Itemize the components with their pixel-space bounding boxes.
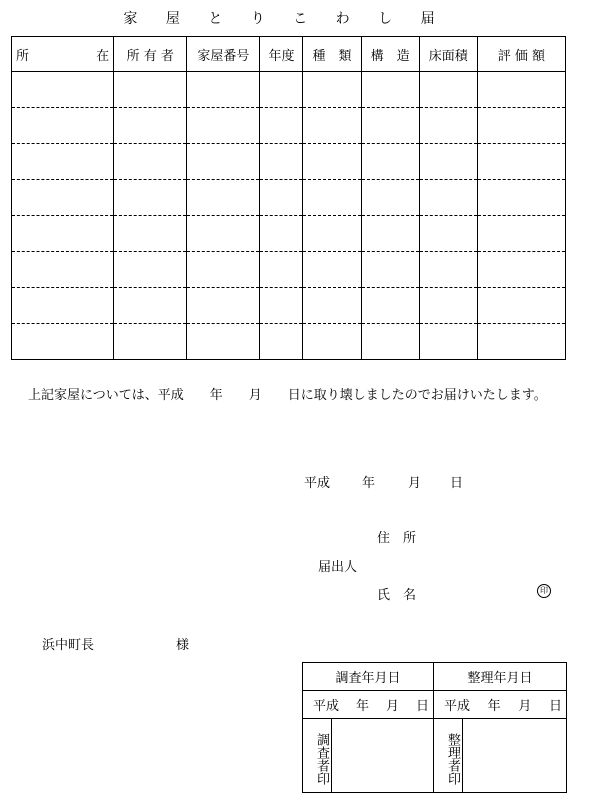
- addressee-name: 浜中町長: [42, 638, 95, 653]
- header-owner: 所 有 者: [114, 37, 187, 72]
- applicant-label: 届出人: [318, 560, 358, 575]
- office-use-box: [302, 662, 567, 793]
- house-table: [11, 36, 566, 360]
- table-row: [12, 144, 566, 180]
- header-type: 種 類: [303, 37, 361, 72]
- statement-text: 上記家屋については、平成 年 月 日に取り壊しましたのでお届けいたします。: [28, 388, 547, 403]
- header-valuation: 評 価 額: [477, 37, 565, 72]
- document-title: 家 屋 と り こ わ し 届: [123, 11, 447, 27]
- header-floor-area: 床面積: [419, 37, 477, 72]
- table-row: [12, 288, 566, 324]
- table-row: [12, 108, 566, 144]
- arranger-seal-label: 整理者印: [434, 719, 463, 793]
- arrange-date-fields: 平成 年 月 日: [434, 691, 567, 719]
- header-year: 年度: [260, 37, 303, 72]
- arranger-seal-box: [463, 719, 567, 793]
- table-row: [12, 180, 566, 216]
- surveyor-seal-label: 調査者印: [303, 719, 332, 793]
- survey-date-fields: 平成 年 月 日: [303, 691, 434, 719]
- arrange-date-label: 整理年月日: [434, 663, 567, 691]
- date-day: 日: [450, 476, 464, 491]
- surveyor-seal-box: [332, 719, 434, 793]
- table-header-row: [12, 37, 566, 72]
- date-month: 月: [408, 476, 422, 491]
- header-location: 所 在: [12, 37, 114, 72]
- table-row: [12, 252, 566, 288]
- date-era: 平成: [304, 476, 331, 491]
- addressee-honorific: 様: [176, 638, 190, 653]
- name-label: 氏 名: [377, 588, 417, 603]
- table-row: [12, 216, 566, 252]
- table-row: [12, 324, 566, 360]
- seal-mark-icon: 印: [537, 584, 551, 598]
- header-structure: 構 造: [361, 37, 419, 72]
- date-year: 年: [362, 476, 376, 491]
- survey-date-label: 調査年月日: [303, 663, 434, 691]
- address-label: 住 所: [377, 531, 417, 546]
- table-row: [12, 72, 566, 108]
- header-house-number: 家屋番号: [187, 37, 260, 72]
